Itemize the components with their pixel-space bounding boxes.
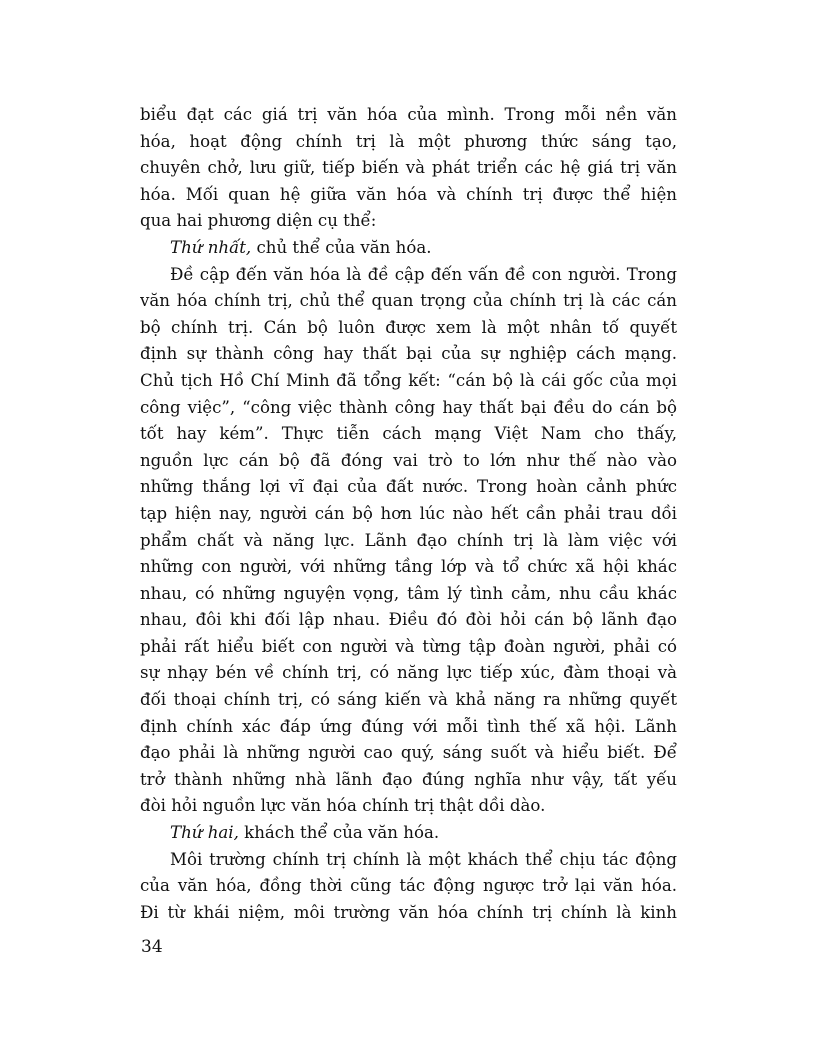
text-line: của văn hóa, đồng thời cũng tác động ngược trở lại văn hóa.	[140, 876, 677, 896]
heading-italic: Thứ hai,	[170, 823, 239, 843]
text-line: hóa, hoạt động chính trị là một phương thức sáng tạo,	[140, 131, 677, 151]
text-line: nguồn lực cán bộ đã đóng vai trò to lớn như thế nào vào	[140, 450, 677, 470]
text-line: định sự thành công hay thất bại của sự nghiệp cách mạng.	[140, 344, 677, 364]
section-heading-first	[140, 235, 677, 262]
text-line: định chính xác đáp ứng đúng với mỗi tình thế xã hội. Lãnh	[140, 716, 677, 736]
text-line: nhau, có những nguyện vọng, tâm lý tình cảm, nhu cầu khác	[140, 583, 677, 603]
text-line: hóa. Mối quan hệ giữa văn hóa và chính trị được thể hiện	[140, 184, 677, 204]
text-line: những con người, với những tầng lớp và tổ chức xã hội khác	[140, 557, 677, 577]
body-text	[140, 102, 677, 926]
text-line: tạp hiện nay, người cán bộ hơn lúc nào hết cần phải trau dồi	[140, 503, 677, 523]
text-line: những thắng lợi vĩ đại của đất nước. Trong hoàn cảnh phức	[140, 477, 677, 497]
text-line: phẩm chất và năng lực. Lãnh đạo chính trị là làm việc với	[140, 530, 677, 550]
text-line: trở thành những nhà lãnh đạo đúng nghĩa như vậy, tất yếu	[140, 769, 677, 789]
heading-text: chủ thể của văn hóa.	[251, 237, 432, 257]
text-line: tốt hay kém”. Thực tiễn cách mạng Việt Nam cho thấy,	[140, 424, 677, 444]
text-line: Môi trường chính trị chính là một khách thể chịu tác động	[170, 849, 677, 869]
text-line: biểu đạt các giá trị văn hóa của mình. Trong mỗi nền văn	[140, 105, 677, 124]
text-line: qua hai phương diện cụ thể:	[140, 211, 377, 231]
page-number: 34	[141, 937, 163, 957]
text-line: Đi từ khái niệm, môi trường văn hóa chính trị chính là kinh	[140, 902, 677, 922]
text-line: sự nhạy bén về chính trị, có năng lực tiếp xúc, đàm thoại và	[140, 663, 677, 683]
text-line: nhau, đôi khi đối lập nhau. Điều đó đòi hỏi cán bộ lãnh đạo	[140, 610, 677, 630]
text-line: công việc”, “công việc thành công hay thất bại đều do cán bộ	[140, 397, 677, 417]
heading-italic: Thứ nhất,	[170, 237, 252, 257]
text-line: bộ chính trị. Cán bộ luôn được xem là một nhân tố quyết	[140, 317, 677, 337]
section-heading-second	[140, 820, 677, 847]
text-line: văn hóa chính trị, chủ thể quan trọng của chính trị là các cán	[140, 291, 677, 311]
text-line: đạo phải là những người cao quý, sáng suốt và hiểu biết. Để	[140, 743, 677, 763]
text-line: phải rất hiểu biết con người và từng tập đoàn người, phải có	[140, 636, 677, 656]
text-line: đòi hỏi nguồn lực văn hóa chính trị thật dồi dào.	[140, 796, 546, 816]
text-line: chuyên chở, lưu giữ, tiếp biến và phát triển các hệ giá trị văn	[140, 158, 677, 178]
text-line: Đề cập đến văn hóa là đề cập đến vấn đề con người. Trong	[170, 264, 677, 284]
text-line: đối thoại chính trị, có sáng kiến và khả năng ra những quyết	[140, 690, 677, 710]
text-line: Chủ tịch Hồ Chí Minh đã tổng kết: “cán bộ là cái gốc của mọi	[140, 370, 677, 390]
heading-text: khách thể của văn hóa.	[238, 823, 440, 843]
